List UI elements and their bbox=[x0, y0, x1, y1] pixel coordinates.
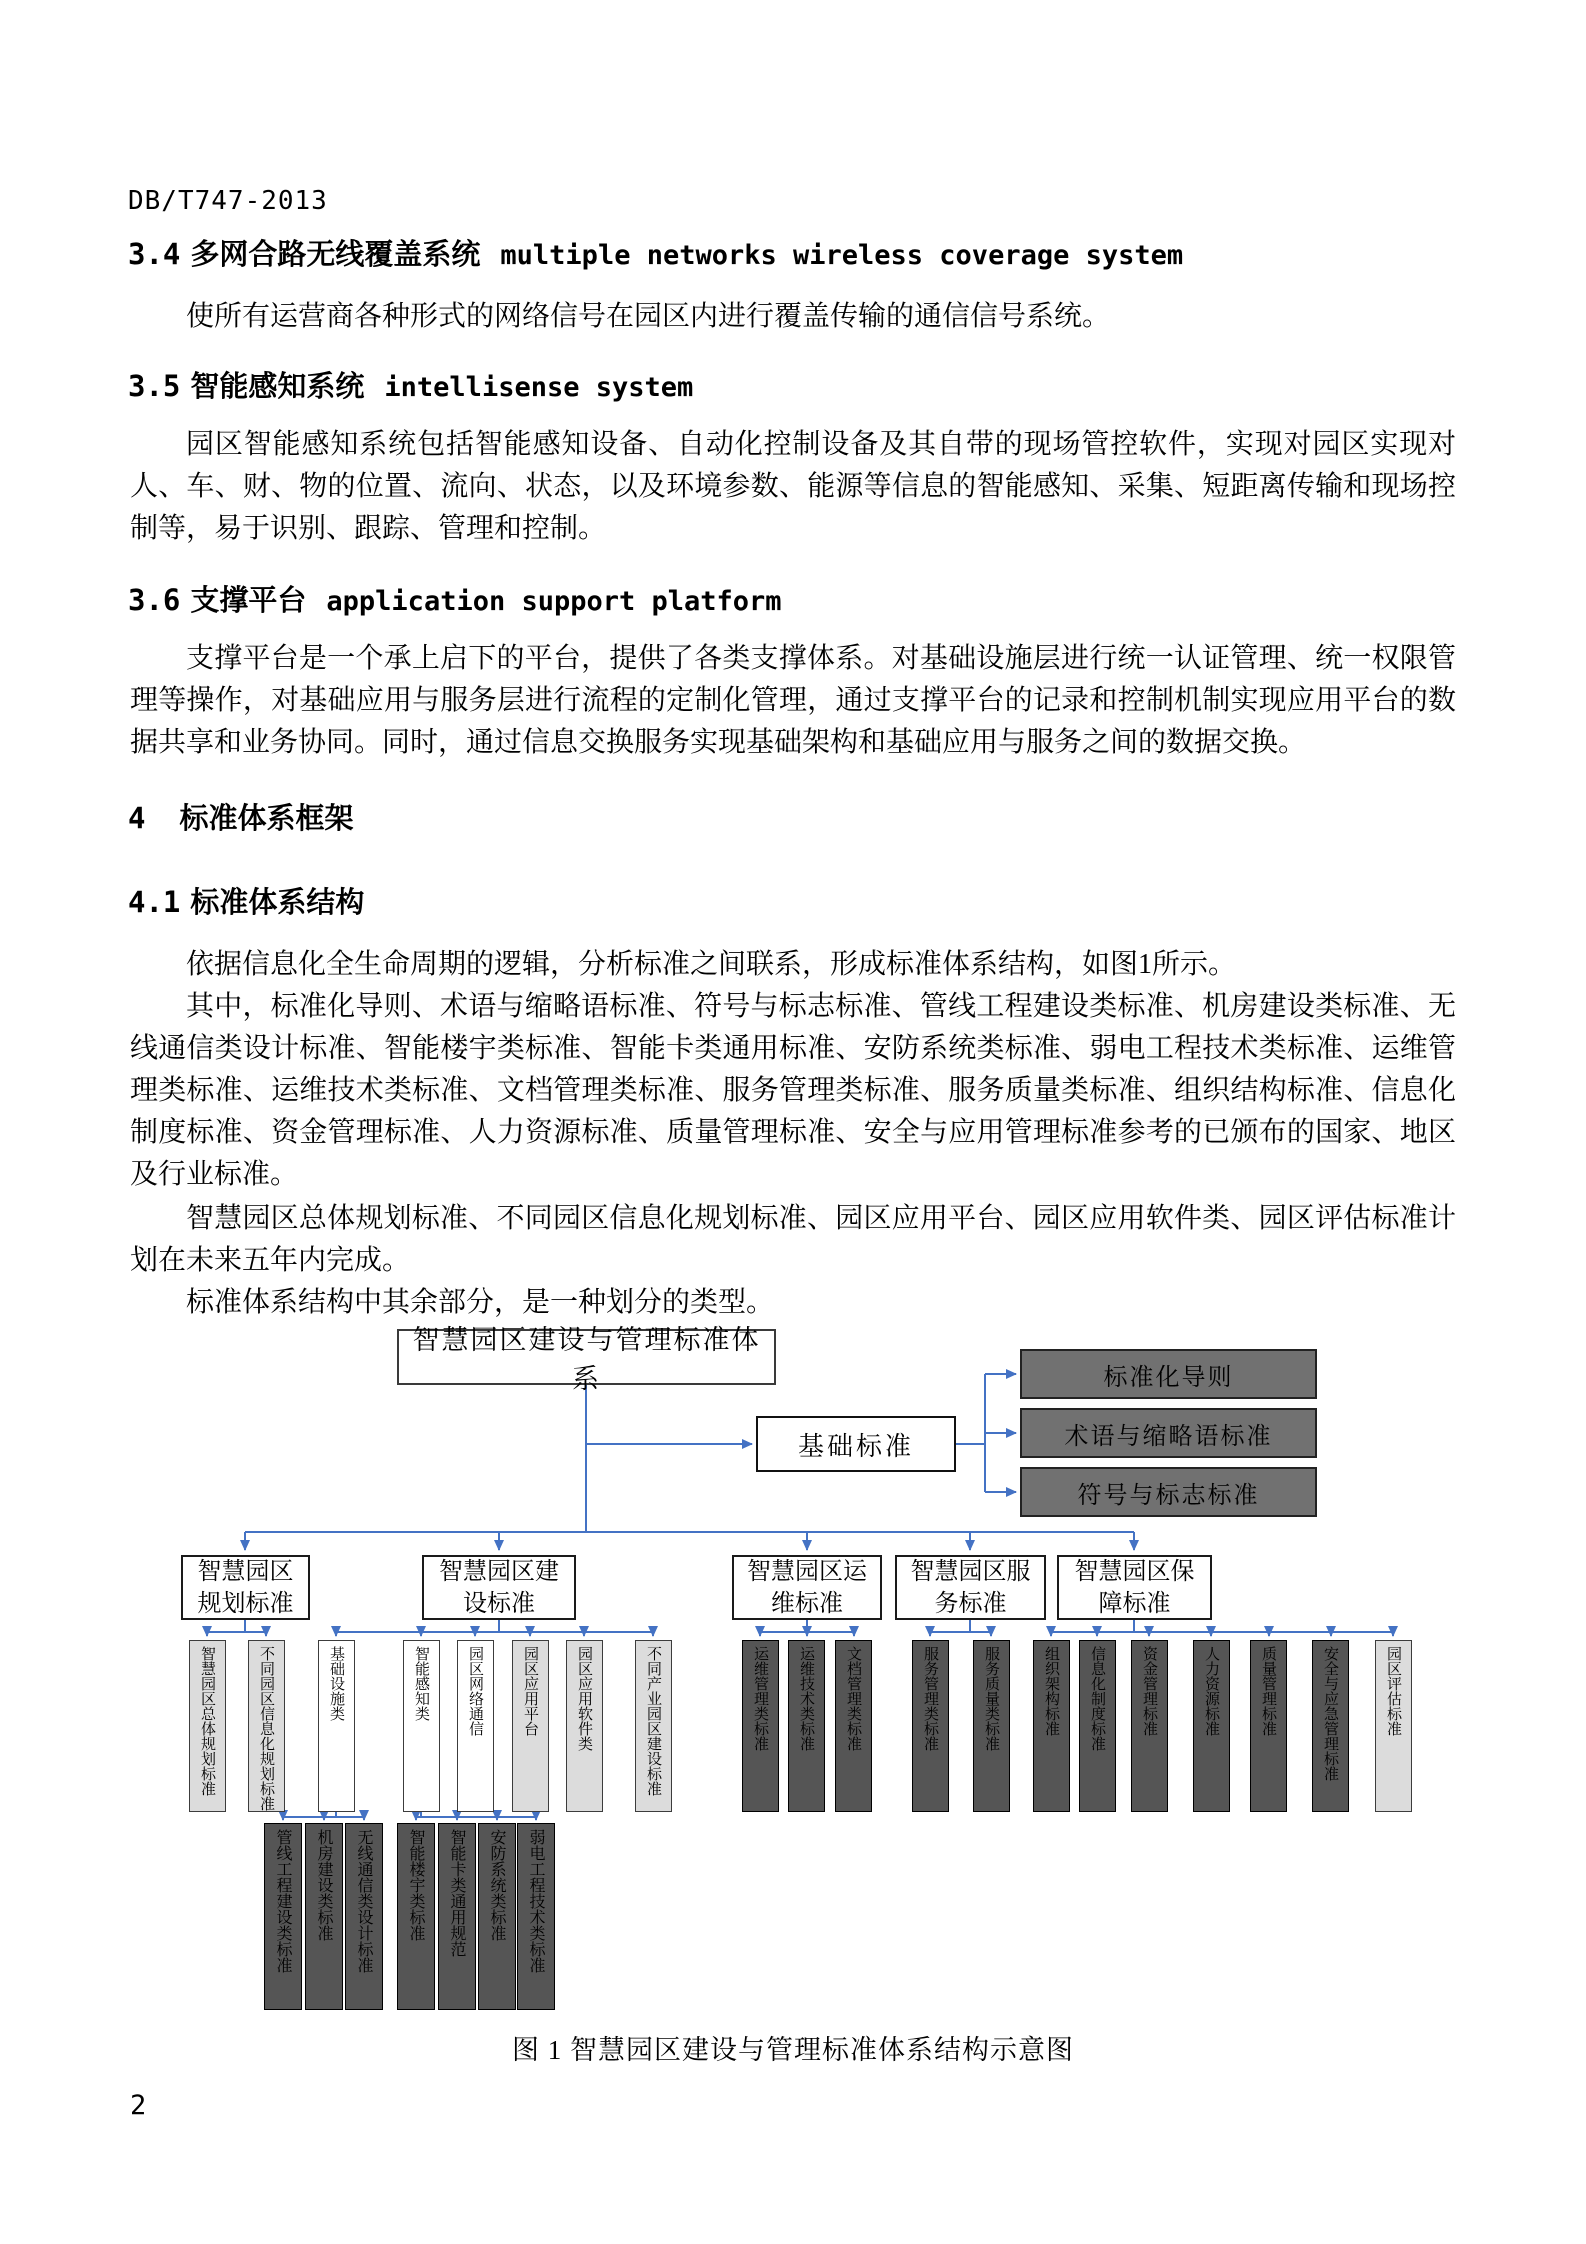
section-3-4-heading bbox=[128, 232, 1183, 273]
section-title-en: multiple networks wireless coverage system bbox=[500, 240, 1184, 271]
box-intelligent-sensing-class: 智能感知类 bbox=[403, 1640, 440, 1812]
box-document-management-standard: 文档管理类标准 bbox=[835, 1640, 872, 1812]
section-4-heading bbox=[128, 796, 353, 837]
box-terms-abbreviations-standard: 术语与缩略语标准 bbox=[1020, 1408, 1317, 1458]
base-standard-box: 基础标准 bbox=[756, 1416, 956, 1472]
section-title-en: intellisense system bbox=[384, 372, 694, 403]
box-wireless-communication-design: 无线通信类设计标准 bbox=[345, 1823, 383, 2010]
box-overall-planning-standard: 智慧园区总体规划标准 bbox=[189, 1640, 226, 1812]
root-box: 智慧园区建设与管理标准体系 bbox=[397, 1329, 776, 1385]
box-security-system-standard: 安防系统类标准 bbox=[478, 1823, 516, 2010]
box-symbols-signs-standard: 符号与标志标准 bbox=[1020, 1467, 1317, 1517]
section-title-zh: 标准体系框架 bbox=[179, 801, 354, 835]
box-quality-management-standard: 质量管理标准 bbox=[1250, 1640, 1287, 1812]
box-construction-standards: 智慧园区建设标准 bbox=[422, 1555, 576, 1620]
box-fund-management-standard: 资金管理标准 bbox=[1131, 1640, 1168, 1812]
section-title-zh: 支撑平台 bbox=[190, 583, 307, 617]
box-service-management-standard: 服务管理类标准 bbox=[912, 1640, 949, 1812]
section-title-en: application support platform bbox=[326, 586, 782, 617]
box-pipeline-engineering-standard: 管线工程建设类标准 bbox=[264, 1823, 302, 2010]
box-standardization-guideline: 标准化导则 bbox=[1020, 1349, 1317, 1399]
box-park-network-communication: 园区网络通信 bbox=[457, 1640, 494, 1812]
section-title-zh: 标准体系结构 bbox=[190, 885, 365, 919]
paragraph-4-1-b: 其中，标准化导则、术语与缩略语标准、符号与标志标准、管线工程建设类标准、机房建设类标准、无线通信类设计标准、智能楼宇类标准、智能卡类通用标准、安防系统类标准、弱电工程技术类标准、运维管理类标准、运维技术类标准、文档管理类标准、服务管理类标准、服务质量类标准、组织结构标准、信息化制度标准、资金管理标准、人力资源标准、质量管理标准、安全与应用管理标准参考的已颁布的国家、地区及行业标准。 bbox=[130, 991, 1456, 1190]
section-4-1-heading bbox=[128, 880, 364, 921]
paragraph-3-4: 使所有运营商各种形式的网络信号在园区内进行覆盖传输的通信信号系统。 bbox=[186, 301, 1111, 332]
paragraph-4-1-c: 智慧园区总体规划标准、不同园区信息化规划标准、园区应用平台、园区应用软件类、园区评估标准计划在未来五年内完成。 bbox=[130, 1203, 1456, 1276]
box-operation-standards: 智慧园区运维标准 bbox=[732, 1555, 882, 1620]
doc-code: DB/T747-2013 bbox=[128, 186, 328, 216]
box-service-quality-standard: 服务质量类标准 bbox=[973, 1640, 1010, 1812]
section-number: 3.4 bbox=[128, 237, 181, 271]
box-park-application-platform: 园区应用平台 bbox=[512, 1640, 549, 1812]
section-title-zh: 多网合路无线覆盖系统 bbox=[190, 237, 481, 271]
box-park-evaluation-standard: 园区评估标准 bbox=[1375, 1640, 1412, 1812]
section-number: 4.1 bbox=[128, 885, 181, 919]
section-number: 3.5 bbox=[128, 369, 181, 403]
paragraph-4-1-d: 标准体系结构中其余部分，是一种划分的类型。 bbox=[186, 1287, 775, 1318]
box-intelligent-building-standard: 智能楼宇类标准 bbox=[397, 1823, 435, 2010]
box-weak-current-engineering: 弱电工程技术类标准 bbox=[517, 1823, 555, 2010]
box-smart-card-general-spec: 智能卡类通用规范 bbox=[438, 1823, 476, 2010]
paragraph-3-6: 支撑平台是一个承上启下的平台，提供了各类支撑体系。对基础设施层进行统一认证管理、统一权限管理等操作，对基础应用与服务层进行流程的定制化管理，通过支撑平台的记录和控制机制实现应用平台的数据共享和业务协同。同时，通过信息交换服务实现基础架构和基础应用与服务之间的数据交换。 bbox=[130, 643, 1456, 758]
box-park-informatization-planning: 不同园区信息化规划标准 bbox=[248, 1640, 285, 1812]
box-om-management-standard: 运维管理类标准 bbox=[742, 1640, 779, 1812]
box-planning-standards: 智慧园区规划标准 bbox=[181, 1555, 310, 1620]
paragraph-3-5: 园区智能感知系统包括智能感知设备、自动化控制设备及其自带的现场管控软件，实现对园区实现对人、车、财、物的位置、流向、状态，以及环境参数、能源等信息的智能感知、采集、短距离传输和现场控制等，易于识别、跟踪、管理和控制。 bbox=[130, 429, 1456, 544]
figure-caption: 图 1 智慧园区建设与管理标准体系结构示意图 bbox=[512, 2035, 1074, 2065]
box-service-standards: 智慧园区服务标准 bbox=[895, 1555, 1046, 1620]
box-guarantee-standards: 智慧园区保障标准 bbox=[1057, 1555, 1212, 1620]
box-infrastructure-class: 基础设施类 bbox=[318, 1640, 355, 1812]
box-informatization-system-standard: 信息化制度标准 bbox=[1079, 1640, 1116, 1812]
paragraph-4-1-a: 依据信息化全生命周期的逻辑，分析标准之间联系，形成标准体系结构，如图1所示。 bbox=[186, 949, 1237, 980]
box-machine-room-construction: 机房建设类标准 bbox=[305, 1823, 343, 2010]
box-human-resources-standard: 人力资源标准 bbox=[1193, 1640, 1230, 1812]
section-3-6-heading bbox=[128, 578, 782, 619]
section-title-zh: 智能感知系统 bbox=[190, 369, 365, 403]
section-3-5-heading bbox=[128, 364, 693, 405]
box-om-technology-standard: 运维技术类标准 bbox=[788, 1640, 825, 1812]
box-organization-structure-standard: 组织架构标准 bbox=[1033, 1640, 1070, 1812]
box-park-application-software: 园区应用软件类 bbox=[566, 1640, 603, 1812]
section-number: 3.6 bbox=[128, 583, 181, 617]
section-number: 4 bbox=[128, 801, 146, 835]
page-number: 2 bbox=[130, 2090, 147, 2121]
box-safety-emergency-standard: 安全与应急管理标准 bbox=[1312, 1640, 1349, 1812]
box-industry-park-construction: 不同产业园区建设标准 bbox=[635, 1640, 672, 1812]
